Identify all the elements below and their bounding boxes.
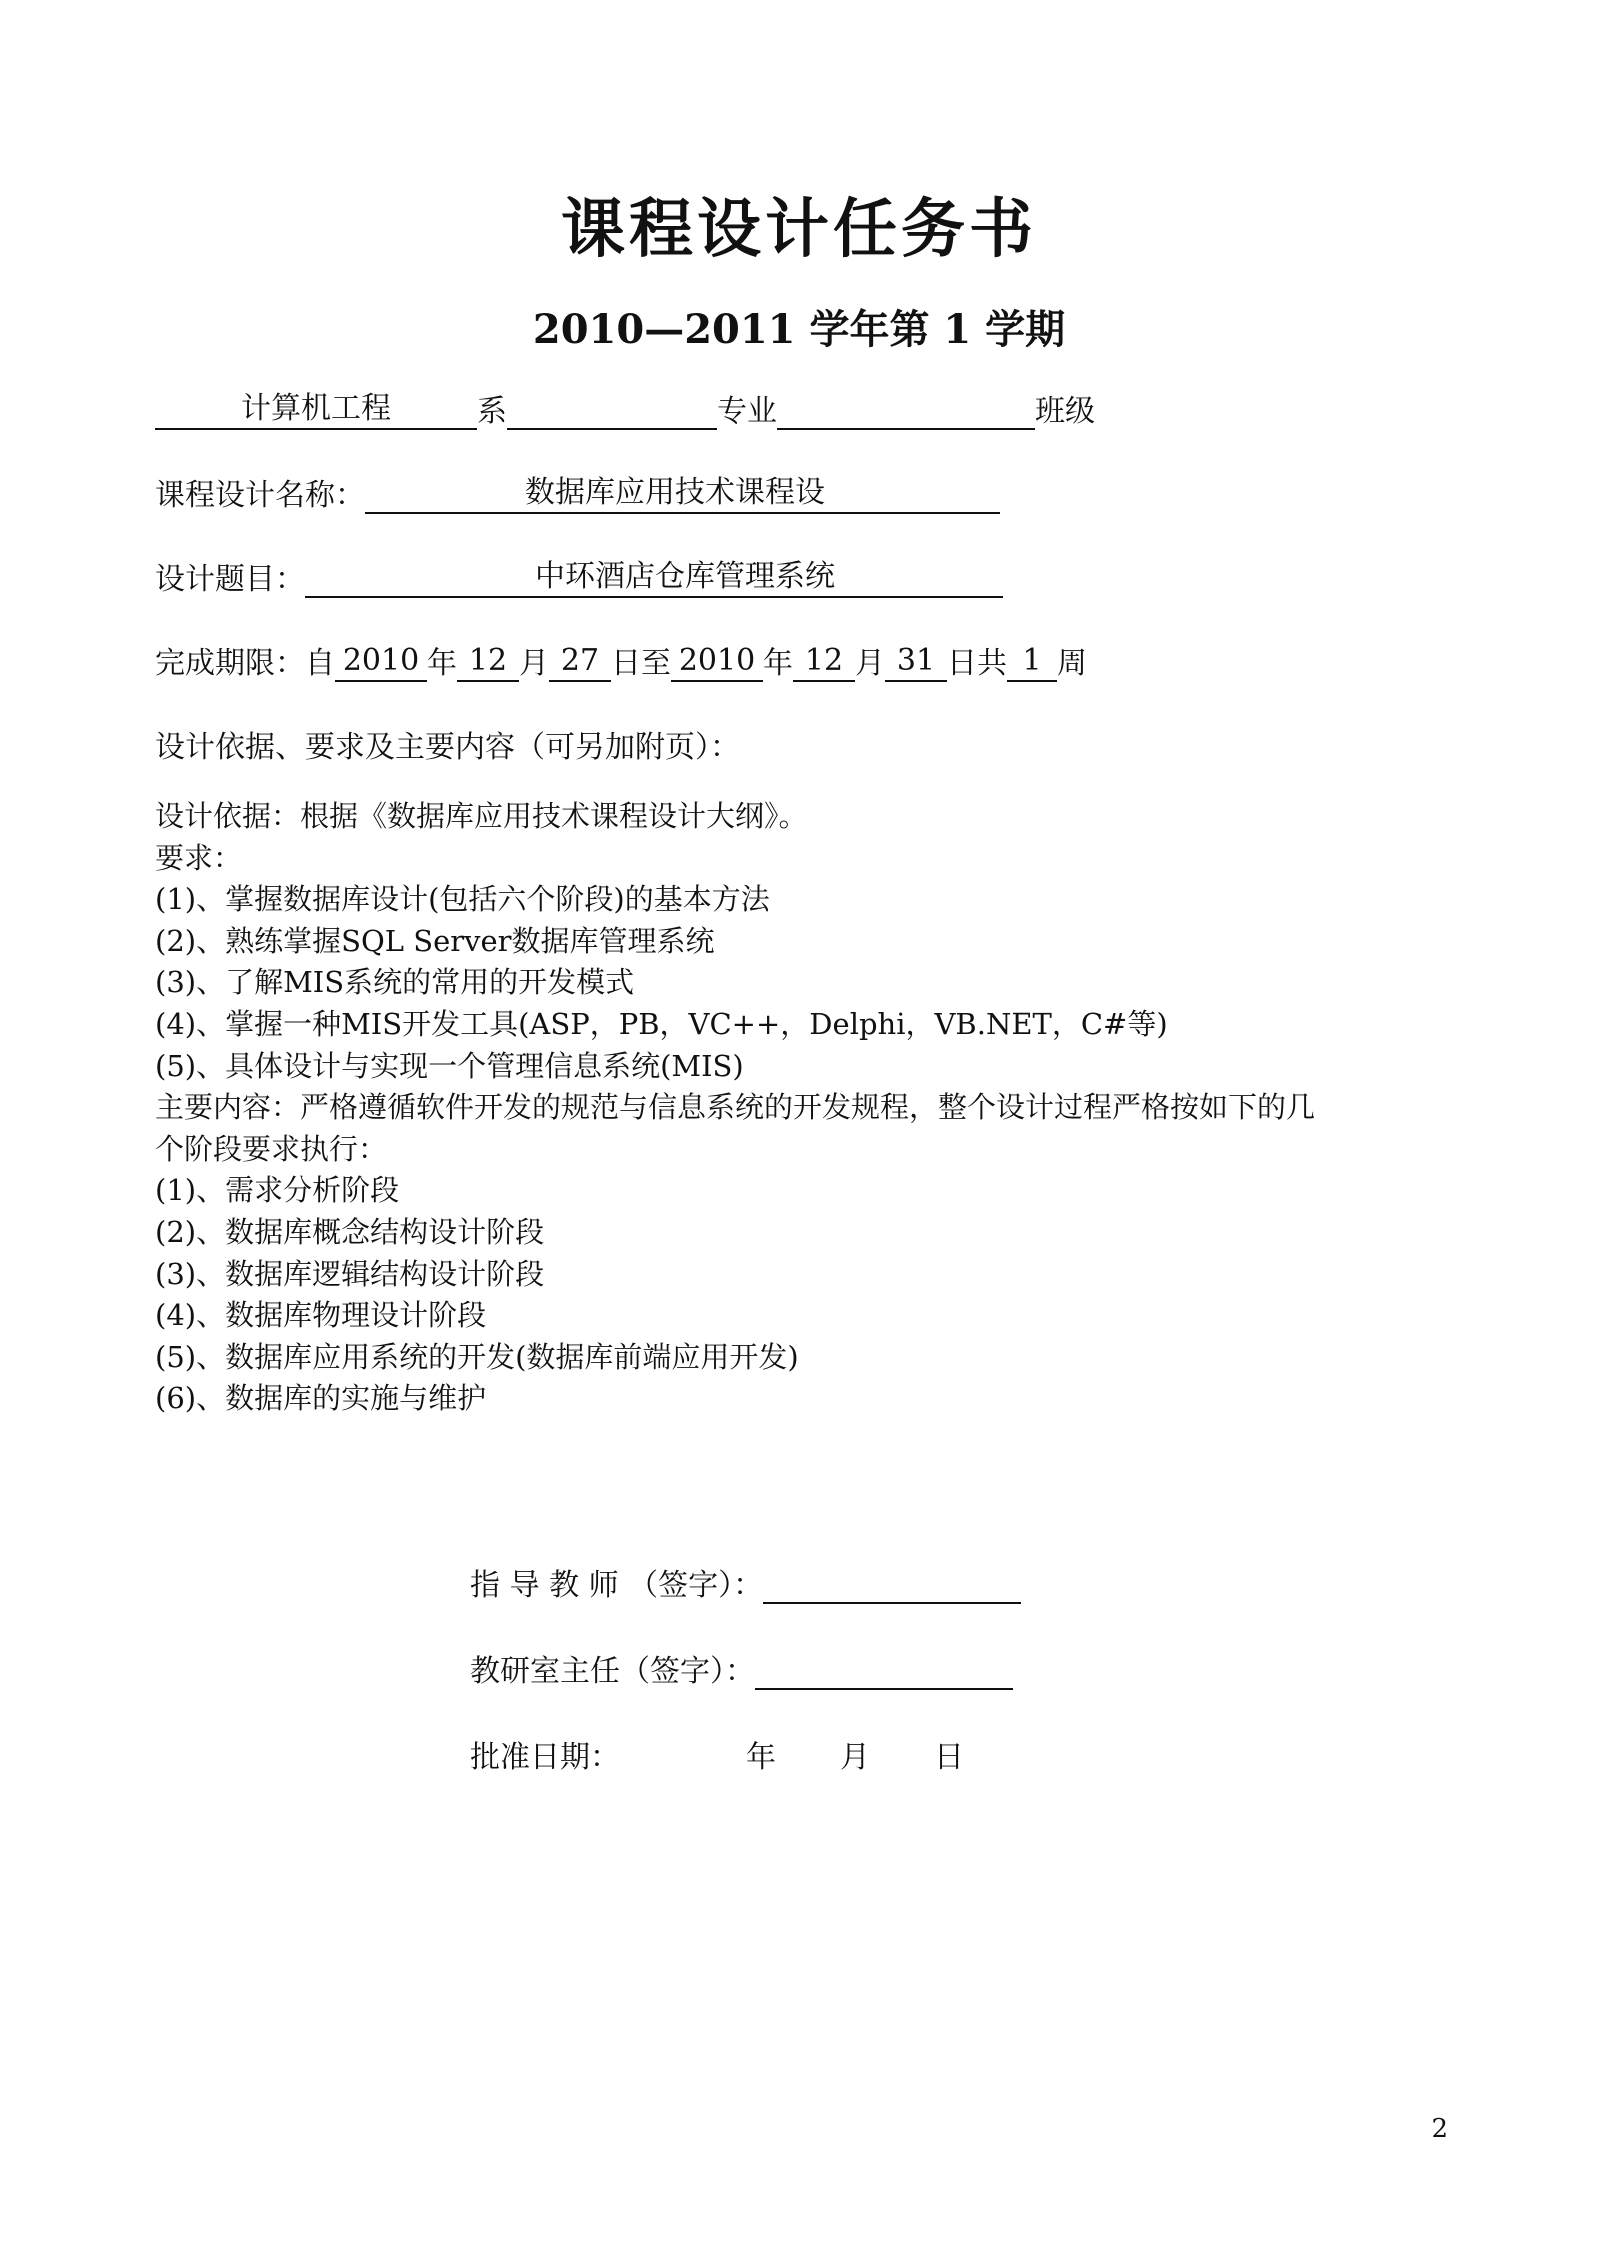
end-day: 31 [885,642,947,682]
department-blank [507,390,717,430]
start-year: 2010 [335,642,427,682]
body-line: (4)、数据库物理设计阶段 [155,1298,487,1333]
advisor-signature-row [470,1560,1021,1604]
start-day: 27 [549,642,611,682]
body-content [155,796,1315,1420]
body-line: 要求： [155,840,243,875]
major-suffix: 专业 [717,394,777,429]
approval-date-row [470,1732,964,1776]
director-signature-line [755,1650,1013,1690]
advisor-signature-line [763,1564,1021,1604]
end-month-char: 月 [855,646,885,681]
period-prefix: 完成期限：自 [155,646,335,681]
start-year-char: 年 [427,646,457,681]
body-line: (5)、具体设计与实现一个管理信息系统(MIS) [155,1048,744,1083]
approval-day-char: 日 [934,1740,964,1775]
topic-label: 设计题目： [155,562,305,597]
start-month: 12 [457,642,519,682]
advisor-label: 指 导 教 师 （签字）： [470,1568,764,1603]
start-month-char: 月 [519,646,549,681]
end-month: 12 [793,642,855,682]
body-line: 个阶段要求执行： [155,1131,388,1166]
body-line: (5)、数据库应用系统的开发(数据库前端应用开发) [155,1339,799,1374]
course-name-value: 数据库应用技术课程设 [525,475,825,510]
topic-field [305,558,1003,598]
class-suffix: 班级 [1035,394,1095,429]
department-suffix: 系 [477,394,507,429]
end-year: 2010 [671,642,763,682]
body-line: (2)、熟练掌握SQL Server数据库管理系统 [155,923,715,958]
body-line: (6)、数据库的实施与维护 [155,1381,487,1416]
approval-month-char: 月 [840,1740,870,1775]
body-line: (4)、掌握一种MIS开发工具(ASP，PB，VC++，Delphi，VB.NET，C#等) [155,1006,1168,1041]
course-name-row [155,470,1000,514]
approval-date-label: 批准日期： [470,1740,620,1775]
course-name-label: 课程设计名称： [155,478,365,513]
body-line: 设计依据：根据《数据库应用技术课程设计大纲》。 [155,799,808,833]
body-line: (1)、掌握数据库设计(包括六个阶段)的基本方法 [155,882,770,917]
page-number: 2 [1431,2114,1448,2144]
course-name-field [365,474,1000,514]
period-row [155,638,1087,682]
body-line: (1)、需求分析阶段 [155,1173,400,1208]
department-row [155,386,1095,430]
body-line: 主要内容：严格遵循软件开发的规范与信息系统的开发规程，整个设计过程严格按如下的几 [155,1090,1316,1125]
body-line: (3)、数据库逻辑结构设计阶段 [155,1256,545,1291]
director-label: 教研室主任（签字）： [470,1654,755,1689]
major-blank [777,390,1035,430]
weeks: 1 [1007,642,1057,682]
end-year-char: 年 [763,646,793,681]
director-signature-row [470,1646,1013,1690]
department-field: 计算机工程 [155,390,477,430]
section-heading: 设计依据、要求及主要内容（可另加附页）： [155,730,740,765]
day-to: 日至 [611,646,671,681]
topic-value: 中环酒店仓库管理系统 [535,559,835,594]
body-line: (3)、了解MIS系统的常用的开发模式 [155,965,635,1000]
semester-subtitle: 2010—2011 学年第 1 学期 [532,306,1066,353]
document-title: 课程设计任务书 [561,193,1037,267]
day-total: 日共 [947,646,1007,681]
body-line: (2)、数据库概念结构设计阶段 [155,1214,545,1249]
topic-row [155,554,1003,598]
approval-year-char: 年 [746,1740,776,1775]
week-char: 周 [1057,646,1087,681]
